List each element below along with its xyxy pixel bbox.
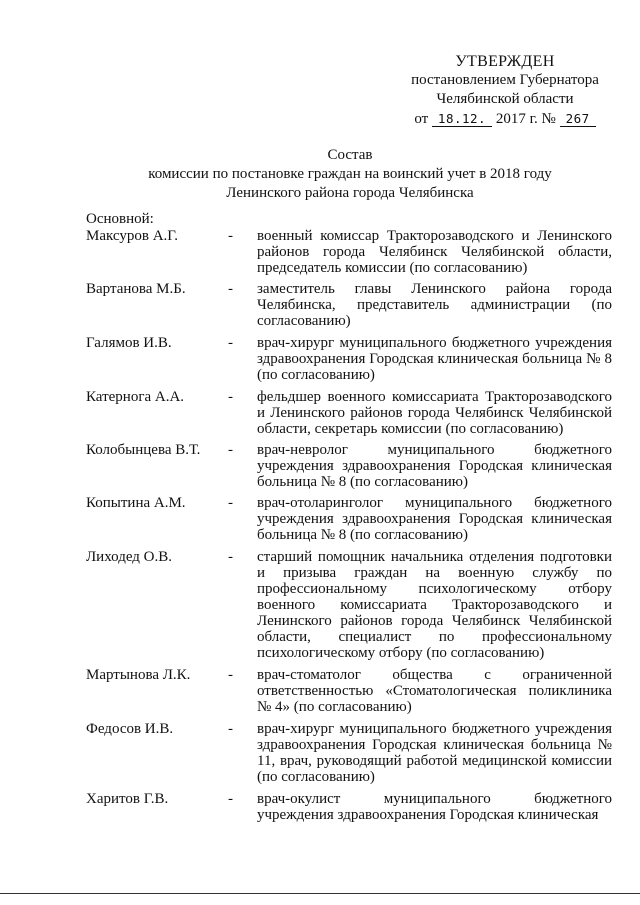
member-dash: - [228,335,233,351]
section-label: Основной: [86,211,154,227]
member-description: врач-отоларинголог муниципального бюджетного учреждения здравоохранения Городская клиническая больница № 8 (по согласованию) [257,495,612,543]
member-dash: - [228,667,233,683]
member-name: Копытина А.М. [86,495,186,511]
member-name: Лиходед О.В. [86,549,173,565]
member-name: Федосов И.В. [86,721,174,737]
member-dash: - [228,442,233,458]
member-row [86,442,612,490]
member-row [86,495,612,543]
member-dash: - [228,721,233,737]
title-line-2: комиссии по постановке граждан на воинский учет в 2018 году [148,166,552,182]
member-name: Харитов Г.В. [86,791,169,807]
member-name: Катернога А.А. [86,389,185,405]
member-row [86,721,612,785]
member-row [86,791,612,823]
member-name: Максуров А.Г. [86,228,179,244]
member-description: врач-хирург муниципального бюджетного учреждения здравоохранения Городская клиническая больница № 11, врач, руководящий работой медицинской комиссии (по согласованию) [257,721,612,785]
member-description: заместитель главы Ленинского района города Челябинска, представитель администрации (по согласованию) [257,281,612,329]
member-description: военный комиссар Тракторозаводского и Ленинского районов города Челябинск Челябинской области, председатель комиссии (по согласованию) [257,228,612,276]
page-bottom-rule [0,893,640,894]
approval-number: 267 [560,111,596,127]
member-name: Вартанова М.Б. [86,281,186,297]
approval-block [400,52,610,129]
member-row [86,389,612,437]
approval-date: 18.12. [432,111,492,127]
members-list [86,228,612,823]
member-name: Колобынцева В.Т. [86,442,201,458]
year-suffix: 2017 г. № [495,111,556,127]
approval-line-1: постановлением Губернатора [411,72,599,88]
member-row [86,335,612,383]
title-line-3: Ленинского района города Челябинска [226,185,474,201]
member-name: Галямов И.В. [86,335,172,351]
date-prefix: от [414,111,429,127]
member-description: врач-невролог муниципального бюджетного учреждения здравоохранения Городская клиническая больница № 8 (по согласованию) [257,442,612,490]
member-description: врач-хирург муниципального бюджетного учреждения здравоохранения Городская клиническая больница № 8 (по согласованию) [257,335,612,383]
member-description: врач-окулист муниципального бюджетного учреждения здравоохранения Городская клиническая [257,791,612,823]
member-dash: - [228,281,233,297]
member-row [86,667,612,715]
document-title [80,146,620,203]
member-description: фельдшер военного комиссариата Тракторозаводского и Ленинского районов города Челябинск Челябинской области, секретарь комиссии (по согласованию) [257,389,612,437]
member-dash: - [228,549,233,565]
member-row [86,228,612,276]
member-dash: - [228,228,233,244]
title-line-1: Состав [327,147,373,163]
member-dash: - [228,495,233,511]
approval-date-line [400,109,610,129]
member-dash: - [228,791,233,807]
approval-heading: УТВЕРЖДЕН [455,53,555,70]
member-row [86,549,612,661]
member-dash: - [228,389,233,405]
approval-line-2: Челябинской области [436,91,574,107]
member-name: Мартынова Л.К. [86,667,191,683]
member-description: старший помощник начальника отделения подготовки и призыва граждан на военную службу по профессиональному психологическому отбору военного комиссариата Тракторозаводского и Ленинского районов города Челябинск Челябинской области, специалист по профессиональному психологическому отбору (по согласованию) [257,549,612,661]
member-row [86,281,612,329]
member-description: врач-стоматолог общества с ограниченной ответственностью «Стоматологическая поликлиника № 4» (по согласованию) [257,667,612,715]
